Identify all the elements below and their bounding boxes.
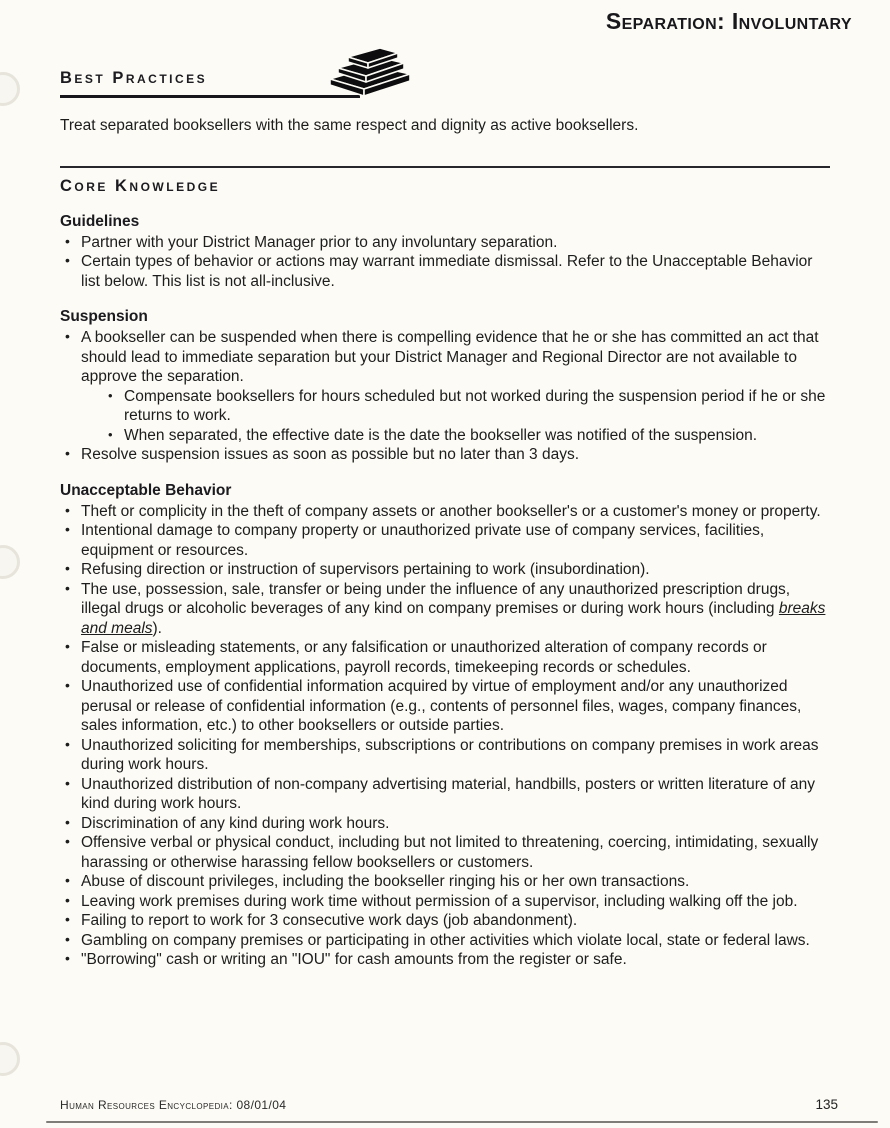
page-title: Separation: Involuntary [605, 8, 852, 34]
bullet-item: • Theft or complicity in the theft of company assets or another bookseller's or a customer's money or property. [60, 502, 830, 522]
hole-punch [0, 545, 20, 579]
sub-bullet-item: • When separated, the effective date is the date the bookseller was notified of the suspension. [103, 426, 830, 446]
bullet-item: • Abuse of discount privileges, including the bookseller ringing his or her own transactions. [60, 872, 830, 892]
bullet-item: • Gambling on company premises or participating in other activities which violate local, state or federal laws. [60, 931, 830, 951]
bullet-text: The use, possession, sale, transfer or being under the influence of any unauthorized prescription drugs, illegal drugs or alcoholic beverages of any kind on company premises or during work hours (including [81, 580, 791, 617]
unacceptable-behavior-heading: Unacceptable Behavior [60, 481, 232, 499]
best-practices-heading: Best Practices [60, 69, 208, 87]
bullet-item: • Leaving work premises during work time without permission of a supervisor, including walking off the job. [60, 892, 830, 912]
bullet-item: • Offensive verbal or physical conduct, including but not limited to threatening, coercing, intimidating, sexually harassing or otherwise harassing fellow booksellers or customers. [60, 833, 830, 872]
sub-bullet-item: • Compensate booksellers for hours scheduled but not worked during the suspension period if he or she returns to work. [103, 387, 830, 426]
bullet-item: • Partner with your District Manager prior to any involuntary separation. [60, 233, 830, 253]
bullet-item: • "Borrowing" cash or writing an "IOU" for cash amounts from the register or safe. [60, 950, 830, 970]
unacceptable-behavior-list [60, 502, 830, 970]
guidelines-list [60, 233, 830, 292]
bullet-text: A bookseller can be suspended when there is compelling evidence that he or she has committed an act that should lead to immediate separation but your District Manager and Regional Director are not available to approve the separation. [81, 329, 819, 385]
bullet-item: • Unauthorized soliciting for memberships, subscriptions or contributions on company premises in work areas during work hours. [60, 736, 830, 775]
best-practices-text: Treat separated booksellers with the same respect and dignity as active booksellers. [60, 117, 639, 134]
footer-document-id: Human Resources Encyclopedia: 08/01/04 [60, 1098, 287, 1112]
emphasized-text: breaks and meals [81, 600, 826, 637]
bullet-item: • Unauthorized distribution of non-company advertising material, handbills, posters or written literature of any kind during work hours. [60, 775, 830, 814]
suspension-heading: Suspension [60, 308, 148, 325]
scan-page-edge [46, 1121, 878, 1123]
bullet-item: • Unauthorized use of confidential information acquired by virtue of employment and/or any unauthorized perusal or release of confidential information (e.g., contents of personnel files, wages, company finances, sales information, etc.) to other booksellers or outside parties. [60, 677, 830, 736]
bullet-item: • Certain types of behavior or actions may warrant immediate dismissal. Refer to the Unacceptable Behavior list below. This list is not all-inclusive. [60, 252, 830, 291]
page-content [60, 69, 830, 970]
bullet-item: • Discrimination of any kind during work hours. [60, 814, 830, 834]
section-divider [60, 166, 830, 168]
hole-punch [0, 1042, 20, 1076]
suspension-list [60, 328, 830, 465]
core-knowledge-heading: Core Knowledge [60, 176, 221, 195]
suspension-sub-list [103, 387, 830, 446]
page-footer [60, 1097, 838, 1112]
bullet-item [60, 580, 830, 639]
bullet-item: • Resolve suspension issues as soon as possible but no later than 3 days. [60, 445, 830, 465]
hole-punch [0, 72, 20, 106]
bullet-item: • Failing to report to work for 3 consecutive work days (job abandonment). [60, 911, 830, 931]
footer-page-number: 135 [815, 1097, 838, 1112]
best-practices-section-header [60, 69, 360, 98]
bullet-item: • Refusing direction or instruction of supervisors pertaining to work (insubordination). [60, 560, 830, 580]
bullet-item [60, 328, 830, 445]
bullet-item: • Intentional damage to company property or unauthorized private use of company services, facilities, equipment or resources. [60, 521, 830, 560]
guidelines-heading: Guidelines [60, 212, 140, 230]
bullet-item: • False or misleading statements, or any falsification or unauthorized alteration of company records or documents, employment applications, payroll records, timekeeping records or schedules. [60, 638, 830, 677]
books-stack-icon [324, 43, 416, 101]
bullet-text: ). [152, 619, 162, 637]
